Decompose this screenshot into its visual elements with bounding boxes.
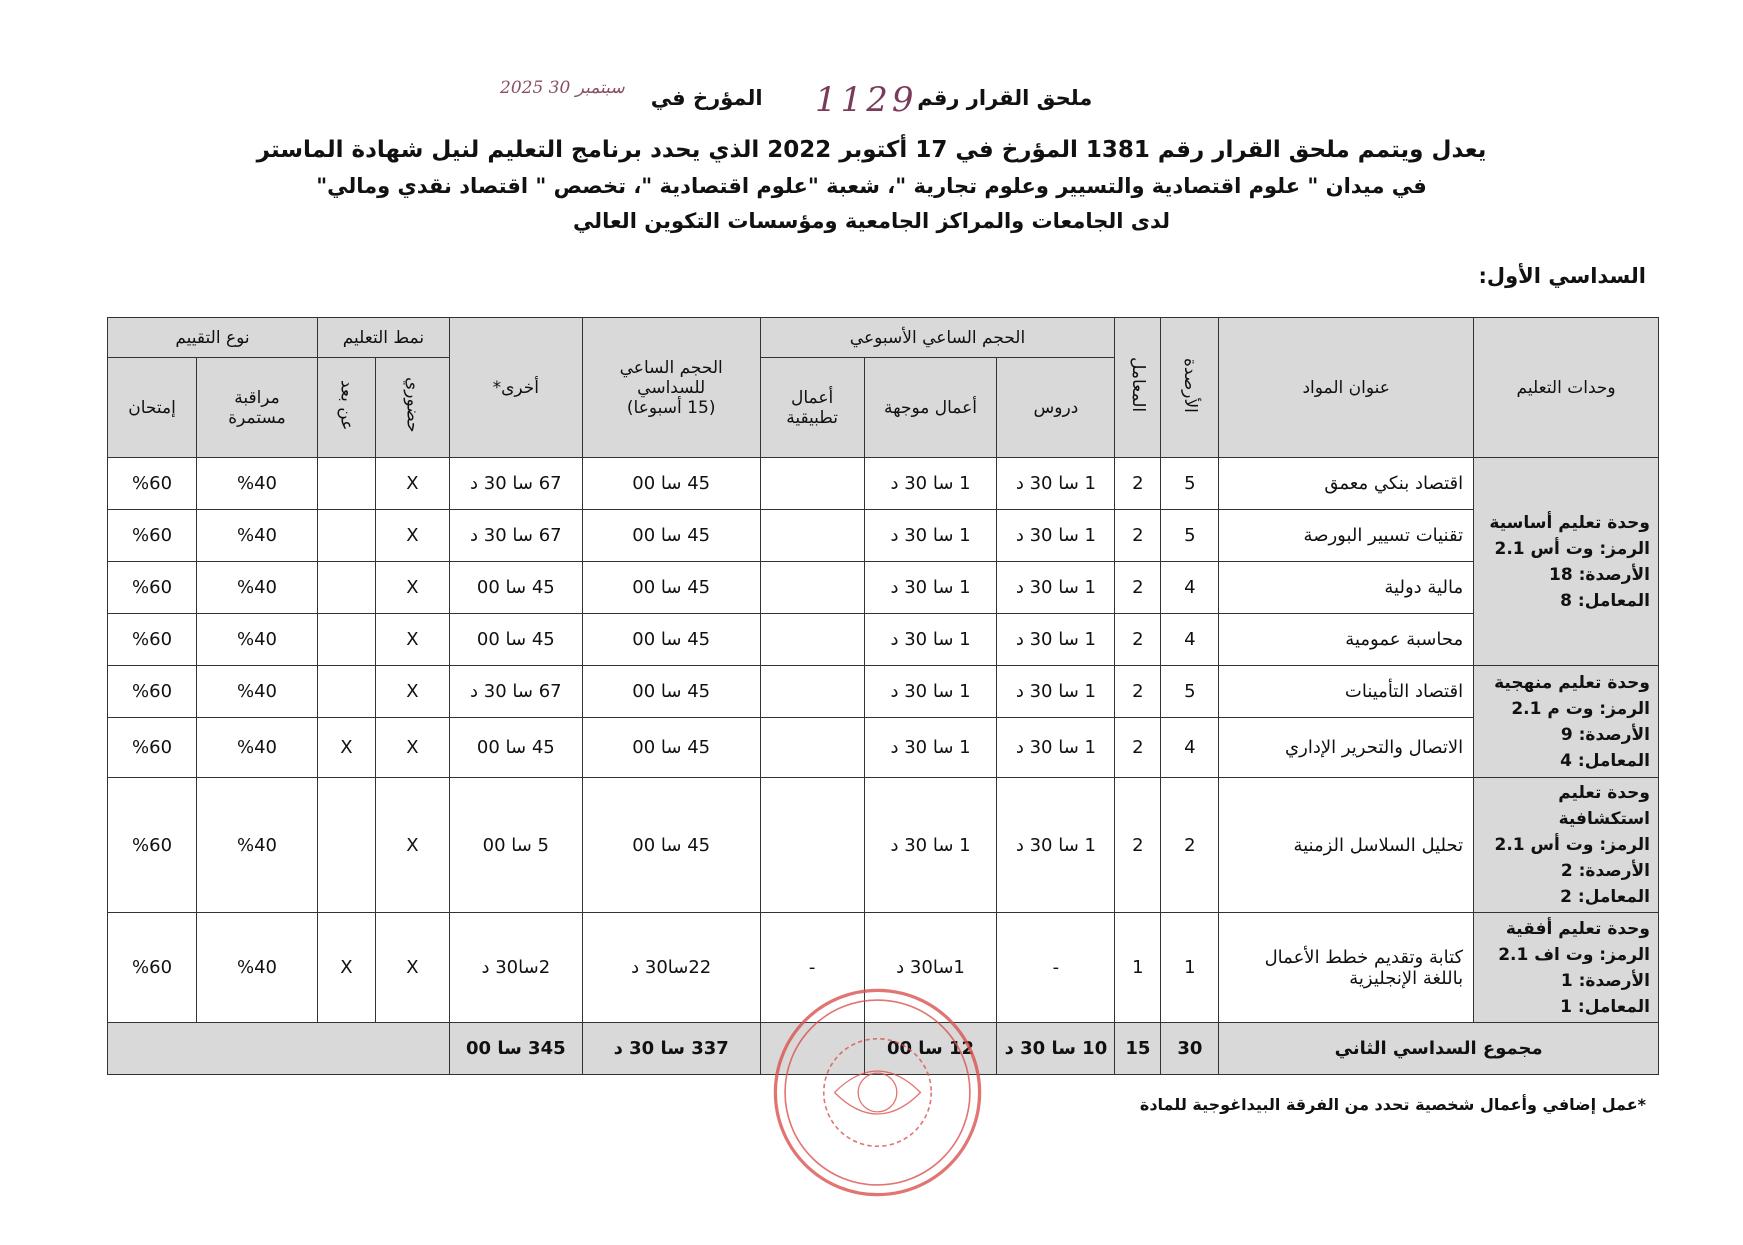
table-row xyxy=(108,718,1659,778)
credits-cell: 1 xyxy=(1161,913,1219,1023)
presential-cell: X xyxy=(375,510,449,562)
ref-suffix: المؤرخ في xyxy=(650,86,763,110)
coef-cell: 2 xyxy=(1115,614,1161,666)
subject-cell: اقتصاد التأمينات xyxy=(1219,666,1474,718)
practicals-cell: - xyxy=(760,913,864,1023)
coef-cell: 2 xyxy=(1115,718,1161,778)
exam-cell: %60 xyxy=(108,458,197,510)
credits-cell: 4 xyxy=(1161,718,1219,778)
distance-cell xyxy=(317,778,375,913)
semester-hours-cell: 45 سا 00 xyxy=(582,718,760,778)
unit-cell: وحدة تعليم أساسية الرمز: وت أس 2.1 الأرصدة: 18 المعامل: 8 xyxy=(1474,458,1659,666)
subject-cell: الاتصال والتحرير الإداري xyxy=(1219,718,1474,778)
total-tutorials: 12 سا 00 xyxy=(864,1023,997,1075)
handwritten-date: 2025 سبتمبر 30 xyxy=(500,78,625,98)
total-credits: 30 xyxy=(1161,1023,1219,1075)
credits-cell: 5 xyxy=(1161,458,1219,510)
table-row xyxy=(108,458,1659,510)
other-hours-cell: 67 سا 30 د xyxy=(449,510,582,562)
coef-cell: 2 xyxy=(1115,778,1161,913)
subject-cell: تحليل السلاسل الزمنية xyxy=(1219,778,1474,913)
table-row xyxy=(108,614,1659,666)
subject-cell: مالية دولية xyxy=(1219,562,1474,614)
col-distance: عن بعد xyxy=(317,358,375,458)
subject-cell: تقنيات تسيير البورصة xyxy=(1219,510,1474,562)
lectures-cell: 1 سا 30 د xyxy=(997,614,1115,666)
presential-cell: X xyxy=(375,458,449,510)
title-line-1: يعدل ويتمم ملحق القرار رقم 1381 المؤرخ في 17 أكتوبر 2022 الذي يحدد برنامج التعليم لنيل شهادة الماستر xyxy=(256,137,1487,163)
col-exam: إمتحان xyxy=(108,358,197,458)
lectures-cell: 1 سا 30 د xyxy=(997,666,1115,718)
practicals-cell xyxy=(760,666,864,718)
curriculum-table xyxy=(107,317,1659,1075)
lectures-cell: 1 سا 30 د xyxy=(997,510,1115,562)
other-hours-cell: 45 سا 00 xyxy=(449,614,582,666)
continuous-cell: %40 xyxy=(197,666,318,718)
distance-cell xyxy=(317,614,375,666)
presential-cell: X xyxy=(375,666,449,718)
exam-cell: %60 xyxy=(108,913,197,1023)
practicals-cell xyxy=(760,614,864,666)
exam-cell: %60 xyxy=(108,562,197,614)
semester-hours-cell: 22سا30 د xyxy=(582,913,760,1023)
tutorials-cell: 1 سا 30 د xyxy=(864,510,997,562)
unit-cell: وحدة تعليم أفقية الرمز: وت اف 2.1 الأرصدة: 1 المعامل: 1 xyxy=(1474,913,1659,1023)
continuous-cell: %40 xyxy=(197,718,318,778)
col-tutorials: أعمال موجهة xyxy=(864,358,997,458)
exam-cell: %60 xyxy=(108,614,197,666)
lectures-cell: 1 سا 30 د xyxy=(997,778,1115,913)
exam-cell: %60 xyxy=(108,510,197,562)
semester-hours-cell: 45 سا 00 xyxy=(582,666,760,718)
total-lectures: 10 سا 30 د xyxy=(997,1023,1115,1075)
semester-hours-cell: 45 سا 00 xyxy=(582,614,760,666)
col-subject: عنوان المواد xyxy=(1219,318,1474,458)
coef-cell: 2 xyxy=(1115,666,1161,718)
presential-cell: X xyxy=(375,614,449,666)
presential-cell: X xyxy=(375,778,449,913)
table-row xyxy=(108,510,1659,562)
credits-cell: 5 xyxy=(1161,666,1219,718)
col-coefficient: المعامل xyxy=(1115,318,1161,458)
col-eval-group: نوع التقييم xyxy=(108,318,318,358)
lectures-cell: 1 سا 30 د xyxy=(997,458,1115,510)
table-row xyxy=(108,778,1659,913)
tutorials-cell: 1 سا 30 د xyxy=(864,778,997,913)
distance-cell xyxy=(317,458,375,510)
continuous-cell: %40 xyxy=(197,562,318,614)
credits-cell: 4 xyxy=(1161,562,1219,614)
other-hours-cell: 67 سا 30 د xyxy=(449,458,582,510)
continuous-cell: %40 xyxy=(197,913,318,1023)
credits-cell: 2 xyxy=(1161,778,1219,913)
distance-cell xyxy=(317,666,375,718)
col-semester-hours: الحجم الساعي للسداسي (15 أسبوعا) xyxy=(582,318,760,458)
ref-prefix: ملحق القرار رقم xyxy=(917,86,1093,110)
col-practicals: أعمال تطبيقية xyxy=(760,358,864,458)
col-lectures: دروس xyxy=(997,358,1115,458)
tutorials-cell: 1سا30 د xyxy=(864,913,997,1023)
semester-hours-cell: 45 سا 00 xyxy=(582,562,760,614)
total-empty xyxy=(108,1023,450,1075)
official-stamp-seal xyxy=(770,985,985,1200)
other-hours-cell: 2سا30 د xyxy=(449,913,582,1023)
practicals-cell xyxy=(760,778,864,913)
unit-cell: وحدة تعليم استكشافية الرمز: وت أس 2.1 الأرصدة: 2 المعامل: 2 xyxy=(1474,778,1659,913)
subject-cell: كتابة وتقديم خطط الأعمال باللغة الإنجليزية xyxy=(1219,913,1474,1023)
col-units: وحدات التعليم xyxy=(1474,318,1659,458)
col-credits: الأرصدة xyxy=(1161,318,1219,458)
total-coef: 15 xyxy=(1115,1023,1161,1075)
subject-cell: اقتصاد بنكي معمق xyxy=(1219,458,1474,510)
subject-cell: محاسبة عمومية xyxy=(1219,614,1474,666)
other-hours-cell: 45 سا 00 xyxy=(449,562,582,614)
tutorials-cell: 1 سا 30 د xyxy=(864,718,997,778)
col-continuous: مراقبة مستمرة xyxy=(197,358,318,458)
credits-cell: 4 xyxy=(1161,614,1219,666)
presential-cell: X xyxy=(375,562,449,614)
practicals-cell xyxy=(760,510,864,562)
semester-hours-cell: 45 سا 00 xyxy=(582,778,760,913)
lectures-cell: 1 سا 30 د xyxy=(997,562,1115,614)
title-line-2: في ميدان " علوم اقتصادية والتسيير وعلوم تجارية "، شعبة "علوم اقتصادية "، تخصص " اقتصاد نقدي ومالي" xyxy=(316,174,1427,198)
semester-title: السداسي الأول: xyxy=(1478,264,1646,288)
other-hours-cell: 67 سا 30 د xyxy=(449,666,582,718)
col-weekly-group: الحجم الساعي الأسبوعي xyxy=(760,318,1115,358)
col-other: أخرى* xyxy=(449,318,582,458)
practicals-cell xyxy=(760,562,864,614)
continuous-cell: %40 xyxy=(197,614,318,666)
other-hours-cell: 45 سا 00 xyxy=(449,718,582,778)
total-other-hours: 345 سا 00 xyxy=(449,1023,582,1075)
continuous-cell: %40 xyxy=(197,510,318,562)
distance-cell: X xyxy=(317,718,375,778)
credits-cell: 5 xyxy=(1161,510,1219,562)
footnote: *عمل إضافي وأعمال شخصية تحدد من الفرقة البيداغوجية للمادة xyxy=(1139,1095,1646,1114)
tutorials-cell: 1 سا 30 د xyxy=(864,614,997,666)
exam-cell: %60 xyxy=(108,666,197,718)
total-label: مجموع السداسي الثاني xyxy=(1219,1023,1659,1075)
lectures-cell: 1 سا 30 د xyxy=(997,718,1115,778)
coef-cell: 2 xyxy=(1115,510,1161,562)
lectures-cell: - xyxy=(997,913,1115,1023)
table-row xyxy=(108,666,1659,718)
unit-cell: وحدة تعليم منهجية الرمز: وت م 2.1 الأرصدة: 9 المعامل: 4 xyxy=(1474,666,1659,778)
col-mode-group: نمط التعليم xyxy=(317,318,449,358)
presential-cell: X xyxy=(375,718,449,778)
distance-cell: X xyxy=(317,913,375,1023)
tutorials-cell: 1 سا 30 د xyxy=(864,458,997,510)
continuous-cell: %40 xyxy=(197,458,318,510)
tutorials-cell: 1 سا 30 د xyxy=(864,666,997,718)
distance-cell xyxy=(317,562,375,614)
exam-cell: %60 xyxy=(108,778,197,913)
semester-hours-cell: 45 سا 00 xyxy=(582,458,760,510)
semester-hours-cell: 45 سا 00 xyxy=(582,510,760,562)
handwritten-decision-number: 1129 xyxy=(815,80,918,120)
table-row xyxy=(108,562,1659,614)
continuous-cell: %40 xyxy=(197,778,318,913)
tutorials-cell: 1 سا 30 د xyxy=(864,562,997,614)
total-semester-hours: 337 سا 30 د xyxy=(582,1023,760,1075)
other-hours-cell: 5 سا 00 xyxy=(449,778,582,913)
title-line-3: لدى الجامعات والمراكز الجامعية ومؤسسات التكوين العالي xyxy=(572,209,1171,233)
practicals-cell xyxy=(760,458,864,510)
coef-cell: 2 xyxy=(1115,458,1161,510)
presential-cell: X xyxy=(375,913,449,1023)
coef-cell: 2 xyxy=(1115,562,1161,614)
col-presential: حضوري xyxy=(375,358,449,458)
coef-cell: 1 xyxy=(1115,913,1161,1023)
distance-cell xyxy=(317,510,375,562)
practicals-cell xyxy=(760,718,864,778)
exam-cell: %60 xyxy=(108,718,197,778)
